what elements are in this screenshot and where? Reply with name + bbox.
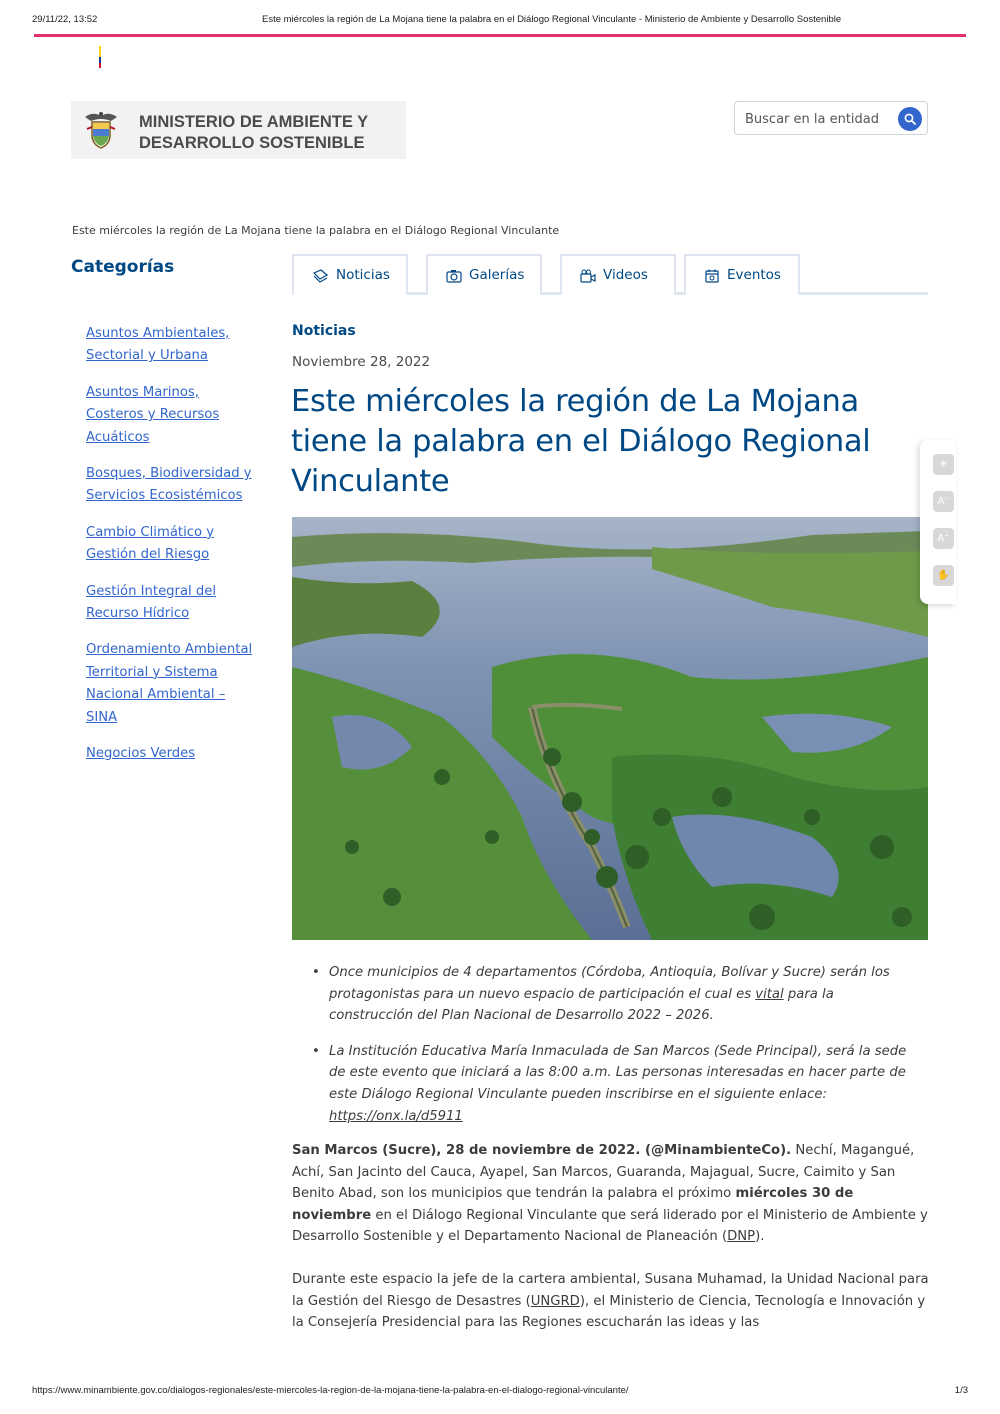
content-tabs [292, 254, 928, 295]
tab-label: Galerías [469, 267, 525, 283]
article-highlights [312, 962, 922, 1141]
ministry-name-line2: DESARROLLO SOSTENIBLE [139, 134, 365, 152]
abbr-dnp: DNP [727, 1229, 756, 1244]
article-paragraph: San Marcos (Sucre), 28 de noviembre de 2022. (@MinambienteCo). Nechí, Magangué, Achí, San Jacinto del Cauca, Ayapel, San Marcos, Guaranda, Majagual, Sucre, Caimito y San Benito Abad, son los municipios que tendrán la palabra el próximo miércoles 30 de noviembre en el Diálogo Regional Vinculante que será liderado por el Ministerio de Ambiente y Desarrollo Sostenible y el Departamento Nacional de Planeación (DNP). [292, 1143, 928, 1244]
top-accent-bar [34, 34, 966, 37]
wetland-aerial-photo [292, 517, 928, 940]
category-link[interactable]: Negocios Verdes [86, 746, 196, 762]
section-label[interactable]: Noticias [292, 323, 356, 339]
accessibility-toolbar [920, 440, 956, 604]
newspaper-icon [312, 269, 328, 283]
tab-label: Videos [603, 267, 648, 283]
search-input[interactable] [745, 108, 895, 130]
calendar-icon [704, 269, 720, 283]
print-header [32, 14, 968, 30]
increase-font-button[interactable] [933, 528, 954, 549]
list-item [86, 381, 256, 448]
list-item [86, 638, 256, 728]
tab-label: Eventos [727, 267, 781, 283]
print-url: https://www.minambiente.gov.co/dialogos-regionales/este-miercoles-la-region-de-la-mojana-tiene-la-palabra-en-el-dialogo-regional-vinculante/ [32, 1385, 629, 1396]
inline-link[interactable]: vital [755, 986, 784, 1002]
list-item [86, 580, 256, 625]
category-link[interactable]: Gestión Integral del Recurso Hídrico [86, 583, 217, 622]
categories-list [86, 322, 256, 779]
breadcrumb: Este miércoles la región de La Mojana tiene la palabra en el Diálogo Regional Vinculante [72, 224, 560, 237]
camera-icon [446, 269, 462, 283]
category-link[interactable]: Asuntos Marinos, Costeros y Recursos Acuáticos [86, 384, 220, 445]
print-datetime: 29/11/22, 13:52 [32, 14, 98, 25]
contrast-icon: ☀ [939, 459, 948, 470]
article-title: Este miércoles la región de La Mojana tiene la palabra en el Diálogo Regional Vinculante [291, 384, 871, 499]
font-increase-icon: A⁺ [937, 533, 950, 544]
list-item [86, 521, 256, 566]
ministry-logo[interactable] [71, 101, 406, 159]
coat-of-arms-icon [81, 109, 121, 151]
publish-date: Noviembre 28, 2022 [292, 354, 431, 370]
list-item [86, 462, 256, 507]
list-item: • La Institución Educativa María Inmaculada de San Marcos (Sede Principal), será la sede de este evento que iniciará a las 8:00 a.m. Las personas interesadas en hacer parte de este Diálogo Regional Vinculante pueden inscribirse en el siguiente enlace: https://onx.la/d5911 [312, 1041, 922, 1127]
category-link[interactable]: Bosques, Biodiversidad y Servicios Ecosistémicos [86, 466, 252, 504]
registration-link[interactable]: https://onx.la/d5911 [329, 1108, 463, 1124]
ministry-name [139, 112, 399, 154]
abbr-ungrd: UNGRD [530, 1293, 580, 1309]
page-number: 1/3 [954, 1385, 968, 1396]
ministry-name-line1: MINISTERIO DE AMBIENTE Y [139, 113, 369, 131]
category-link[interactable]: Asuntos Ambientales, Sectorial y Urbana [86, 326, 230, 364]
list-item: • Once municipios de 4 departamentos (Córdoba, Antioquia, Bolívar y Sucre) serán los protagonistas para un nuevo espacio de participación el cual es vital para la construcción del Plan Nacional de Desarrollo 2022 – 2026. [312, 962, 922, 1027]
print-footer [32, 1385, 968, 1396]
category-link[interactable]: Ordenamiento Ambiental Territorial y Sistema Nacional Ambiental – SINA [86, 642, 253, 725]
video-camera-icon [580, 269, 596, 283]
sign-language-button[interactable] [933, 565, 954, 586]
list-item [86, 322, 256, 367]
categories-title: Categorías [71, 257, 175, 277]
search-button[interactable] [898, 107, 922, 131]
font-decrease-icon: A⁻ [937, 496, 950, 507]
article-paragraph: Durante este espacio la jefe de la cartera ambiental, Susana Muhamad, la Unidad Nacional para la Gestión del Riesgo de Desastres (UNGRD), el Ministerio de Ciencia, Tecnología e Innovación y la Consejería Presidencial para las Regiones escucharán las ideas y las [292, 1272, 929, 1330]
search-box [734, 101, 928, 135]
sign-language-icon: ✋ [937, 570, 950, 581]
colombia-flag-icon [99, 46, 101, 68]
print-page-title: Este miércoles la región de La Mojana tiene la palabra en el Diálogo Regional Vinculante - Ministerio de Ambiente y Desarrollo Sostenible [262, 14, 842, 25]
tab-eventos[interactable] [684, 254, 800, 295]
category-link[interactable]: Cambio Climático y Gestión del Riesgo [86, 524, 215, 563]
contrast-toggle-button[interactable] [933, 454, 954, 475]
search-icon [904, 113, 916, 125]
tab-galerias[interactable] [426, 254, 542, 295]
tab-label: Noticias [336, 267, 390, 283]
list-item [86, 742, 256, 764]
tab-videos[interactable] [560, 254, 676, 295]
decrease-font-button[interactable] [933, 491, 954, 512]
tab-noticias[interactable] [292, 254, 408, 295]
